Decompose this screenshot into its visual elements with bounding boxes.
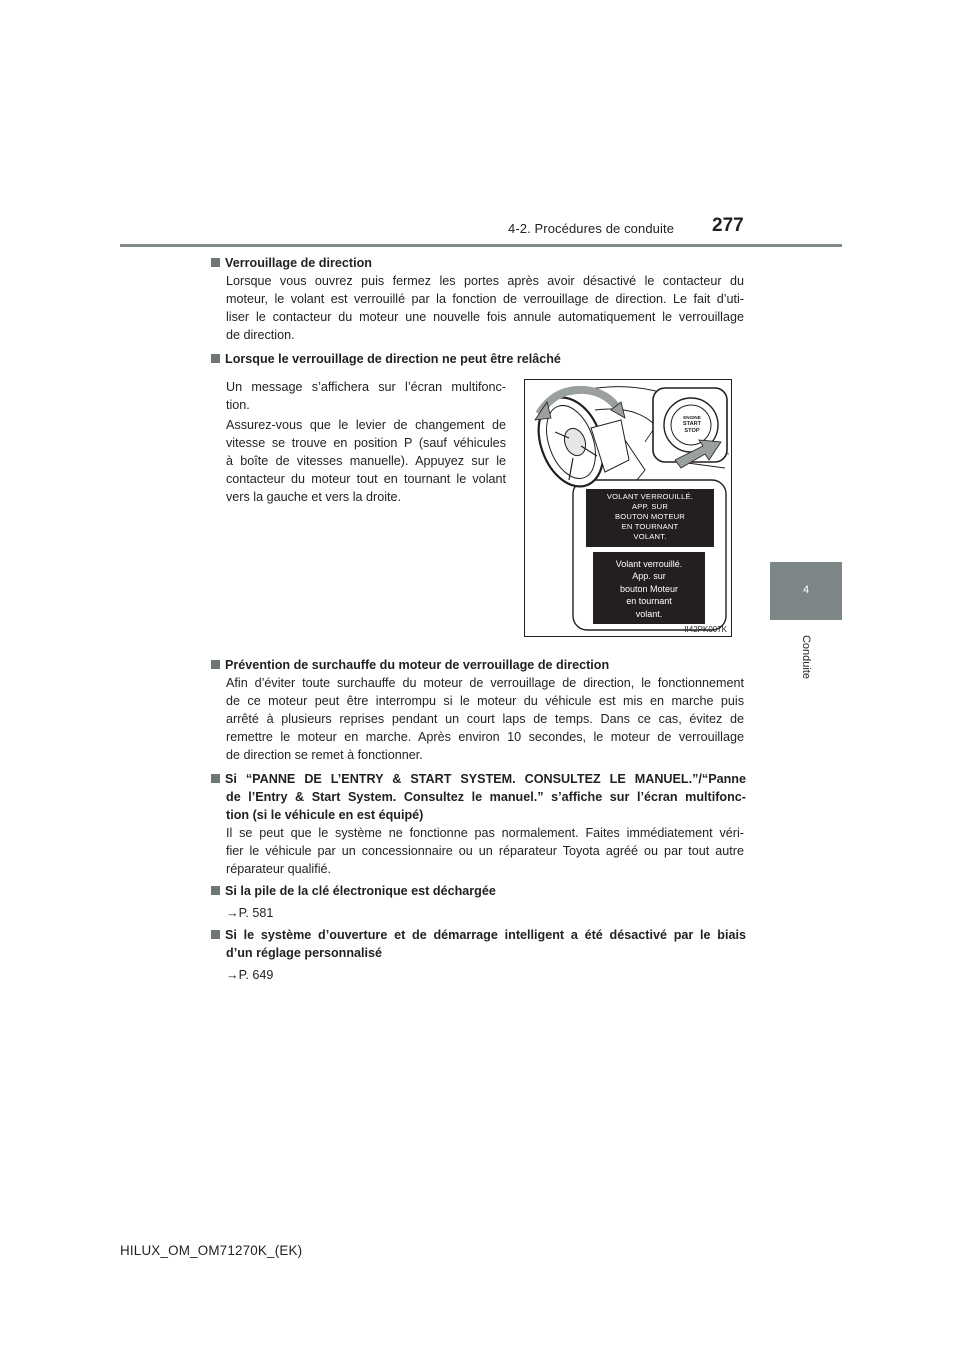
steering-lock-illustration — [524, 379, 732, 637]
document-code-footer: HILUX_OM_OM71270K_(EK) — [120, 1243, 303, 1258]
section-heading-system-failure: Si “PANNE DE L’ENTRY & START SYSTEM. CONSULTEZ LE MANUEL.”/“Panne de l’Entry & Start System. Consultez le manuel.” s’affiche sur l’écran multifonc- tion (si le véhicule en est équipé) — [211, 770, 746, 824]
header-rule — [120, 244, 842, 247]
section-heading-overheat: Prévention de surchauffe du moteur de verrouillage de direction — [211, 656, 609, 674]
section-text-system-failure: Il se peut que le système ne fonctionne pas normalement. Faites immédiatement véri- fier le véhicule par un concessionnaire ou un réparateur Toyota agréé ou par tout autre réparateur qualifié. — [226, 826, 744, 876]
page-reference-649[interactable]: →P. 649 — [226, 968, 274, 982]
section-heading-lock-not-released: Lorsque le verrouillage de direction ne peut être relâché — [211, 350, 561, 368]
chapter-label: Conduite — [800, 634, 812, 680]
bullet-square-icon — [211, 354, 220, 363]
lock-instructions-text: Assurez-vous que le levier de changement de vitesse se trouve en position P (sauf véhicules à boîte de vitesses manuelle). Appuyez sur le contacteur du moteur tout en tournant le volant vers la gauche et vers la droite. — [226, 418, 506, 504]
lock-message-text: Un message s’affichera sur l’écran multifonc- tion. — [226, 380, 506, 412]
page-reference-581[interactable]: →P. 581 — [226, 906, 274, 920]
bullet-square-icon — [211, 258, 220, 267]
display-message-uppercase: VOLANT VERROUILLÉ. APP. SUR BOUTON MOTEUR EN TOURNANT VOLANT. — [586, 489, 714, 547]
display-message-mixedcase: Volant verrouillé. App. sur bouton Moteur en tournant volant. — [593, 552, 705, 624]
running-header-section: 4-2. Procédures de conduite — [508, 221, 675, 236]
section-text-steering-lock: Lorsque vous ouvrez puis fermez les portes après avoir désactivé le contacteur du moteur, le volant est verrouillé par la fonction de verrouillage de direction. Le fait d’uti- liser le contacteur du moteur une nouvelle fois annule automatiquement le verrouillage de direction. — [226, 274, 744, 342]
section-heading-key-battery: Si la pile de la clé électronique est déchargée — [211, 882, 496, 900]
chapter-label-wrap — [770, 630, 842, 684]
section-text-overheat: Afin d’éviter toute surchauffe du moteur de verrouillage de direction, le fonctionnement de ce moteur peut être interrompu si le moteur du véhicule est mis en marche puis arrêté à plusieurs reprises pendant un court laps de temps. Dans ce cas, évitez de remettre le moteur en marche. Après environ 10 secondes, le moteur de verrouillage de direction se remet à fonctionner. — [226, 676, 744, 762]
page-number: 277 — [712, 215, 744, 236]
bullet-square-icon — [211, 930, 220, 939]
engine-button-label: ENGINE START STOP — [682, 415, 702, 434]
chapter-number: 4 — [802, 584, 810, 596]
chapter-tab — [770, 562, 842, 620]
bullet-square-icon — [211, 774, 220, 783]
figure-code: II42PK007K — [684, 625, 727, 634]
section-heading-customization: Si le système d’ouverture et de démarrage intelligent a été désactivé par le biais d’un réglage personnalisé — [211, 926, 746, 962]
bullet-square-icon — [211, 886, 220, 895]
bullet-square-icon — [211, 660, 220, 669]
section-heading-steering-lock: Verrouillage de direction — [211, 254, 372, 272]
